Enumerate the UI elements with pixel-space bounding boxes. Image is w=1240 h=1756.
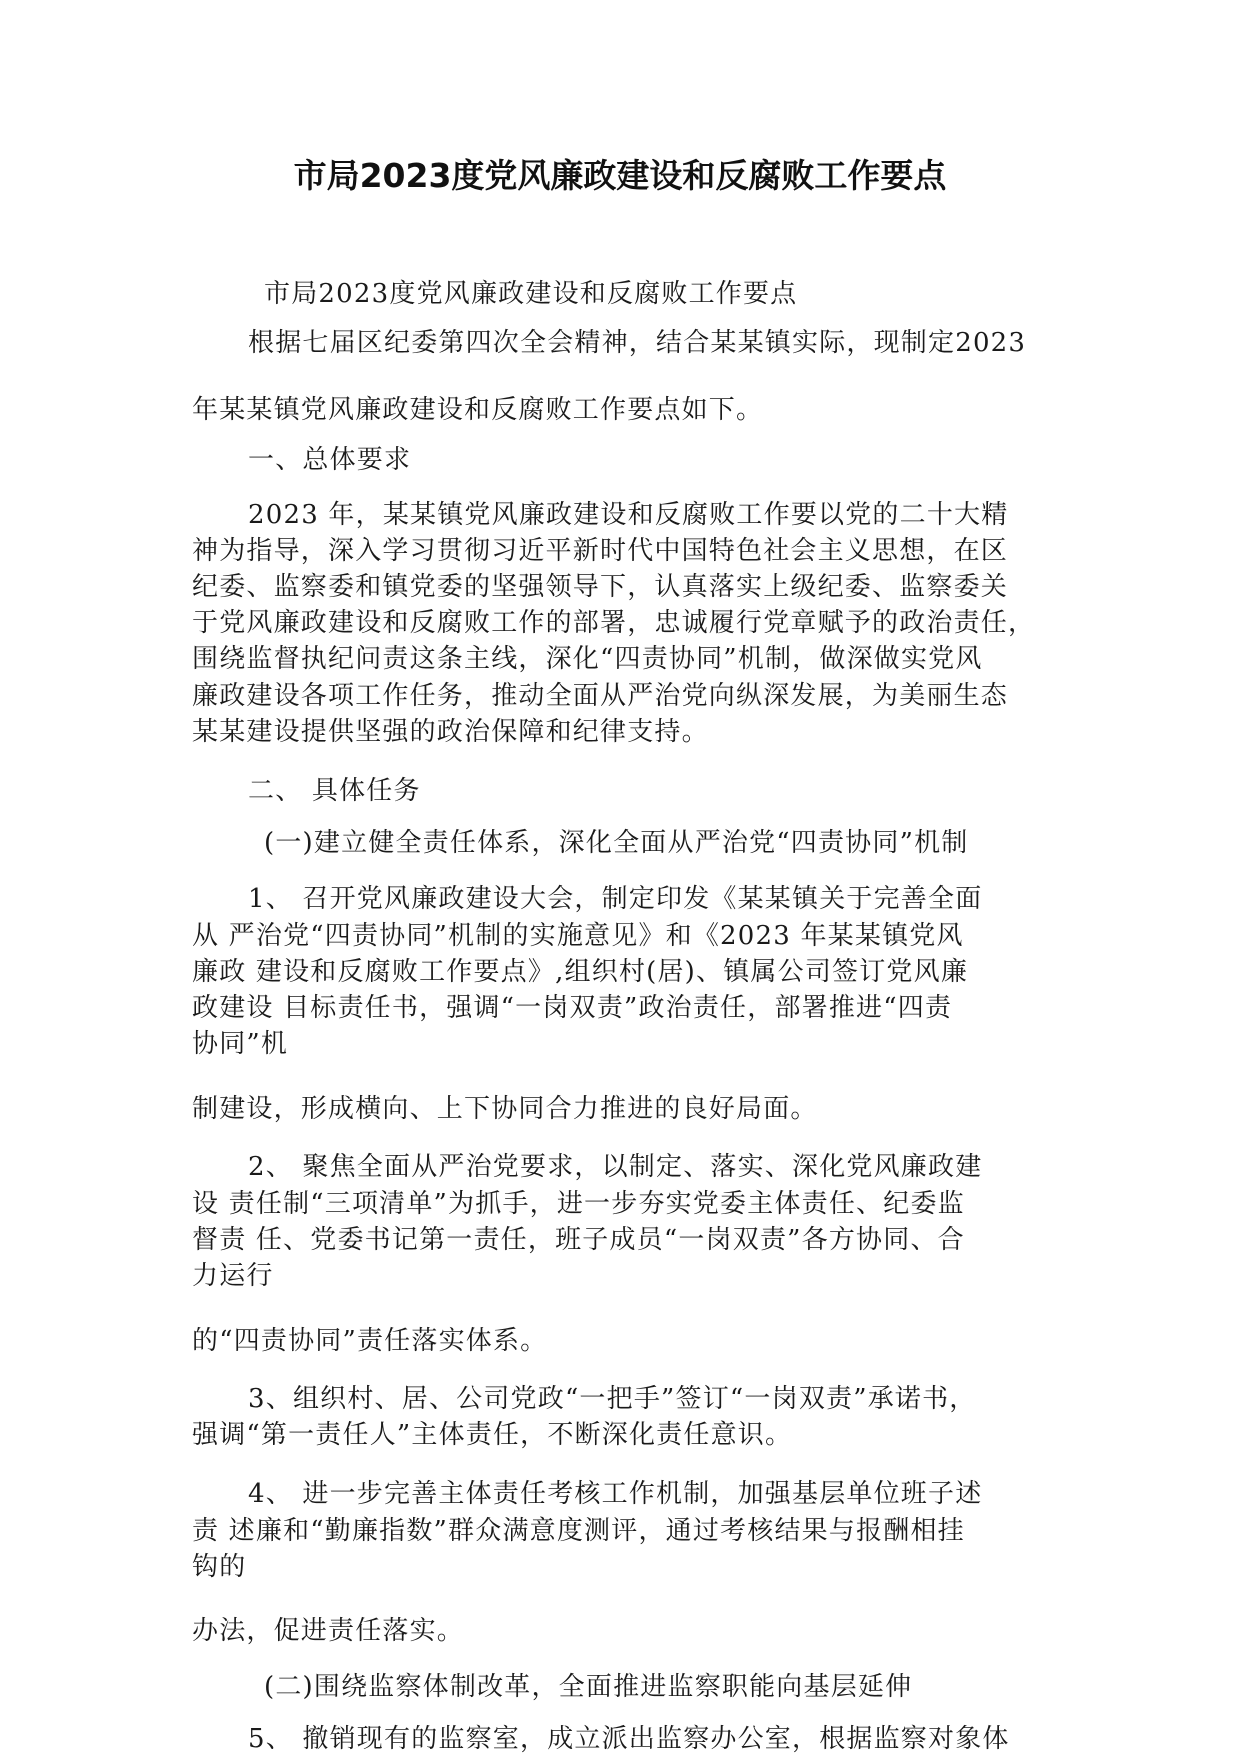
body-line: 年某某镇党风廉政建设和反腐败工作要点如下。 xyxy=(192,395,764,425)
body-line: 协同”机 xyxy=(192,1029,289,1059)
body-line: 钩的 xyxy=(192,1552,247,1582)
body-line: 2、 聚焦全面从严治党要求，以制定、落实、深化党风廉政建 xyxy=(248,1152,983,1182)
section-heading: 二、 具体任务 xyxy=(248,776,421,806)
body-line: 纪委、监察委和镇党委的坚强领导下，认真落实上级纪委、监察委关 xyxy=(192,572,1009,602)
body-line: 1、 召开党风廉政建设大会，制定印发《某某镇关于完善全面 xyxy=(248,884,983,914)
body-line: 根据七届区纪委第四次全会精神，结合某某镇实际，现制定2023 xyxy=(248,328,1027,358)
body-line: 的“四责协同”责任落实体系。 xyxy=(192,1326,548,1356)
body-line: 督责 任、党委书记第一责任，班子成员“一岗双责”各方协同、合 xyxy=(192,1225,965,1255)
body-line: 制建设，形成横向、上下协同合力推进的良好局面。 xyxy=(192,1094,818,1124)
subsection-heading: (一)建立健全责任体系，深化全面从严治党“四责协同”机制 xyxy=(264,828,969,858)
body-line: 办法，促进责任落实。 xyxy=(192,1616,465,1646)
body-line: 4、 进一步完善主体责任考核工作机制，加强基层单位班子述 xyxy=(248,1479,983,1509)
body-line: 2023 年，某某镇党风廉政建设和反腐败工作要以党的二十大精 xyxy=(248,500,1009,530)
document-title: 市局2023度党风廉政建设和反腐败工作要点 xyxy=(293,156,947,195)
body-line: 强调“第一责任人”主体责任，不断深化责任意识。 xyxy=(192,1420,793,1450)
body-line: 围绕监督执纪问责这条主线，深化“四责协同”机制，做深做实党风 xyxy=(192,644,983,674)
body-line: 5、 撤销现有的监察室，成立派出监察办公室，根据监察对象体 xyxy=(248,1724,1010,1754)
subsection-heading: (二)围绕监察体制改革，全面推进监察职能向基层延伸 xyxy=(264,1672,913,1702)
body-line: 神为指导，深入学习贯彻习近平新时代中国特色社会主义思想，在区 xyxy=(192,536,1009,566)
body-line: 力运行 xyxy=(192,1261,274,1291)
body-line: 市局2023度党风廉政建设和反腐败工作要点 xyxy=(264,279,798,309)
body-line: 责 述廉和“勤廉指数”群众满意度测评，通过考核结果与报酬相挂 xyxy=(192,1516,965,1546)
section-heading: 一、总体要求 xyxy=(248,445,412,475)
body-line: 廉政 建设和反腐败工作要点》,组织村(居)、镇属公司签订党风廉 xyxy=(192,957,969,987)
body-line: 设 责任制“三项清单”为抓手，进一步夯实党委主体责任、纪委监 xyxy=(192,1189,965,1219)
body-line: 从 严治党“四责协同”机制的实施意见》和《2023 年某某镇党风 xyxy=(192,921,964,951)
body-line: 廉政建设各项工作任务，推动全面从严治党向纵深发展，为美丽生态 xyxy=(192,681,1009,711)
body-line: 政建设 目标责任书，强调“一岗双责”政治责任，部署推进“四责 xyxy=(192,993,953,1023)
body-line: 3、组织村、居、公司党政“一把手”签订“一岗双责”承诺书， xyxy=(248,1384,977,1414)
body-line: 于党风廉政建设和反腐败工作的部署，忠诚履行党章赋予的政治责任， xyxy=(192,608,1036,638)
body-line: 某某建设提供坚强的政治保障和纪律支持。 xyxy=(192,717,709,747)
